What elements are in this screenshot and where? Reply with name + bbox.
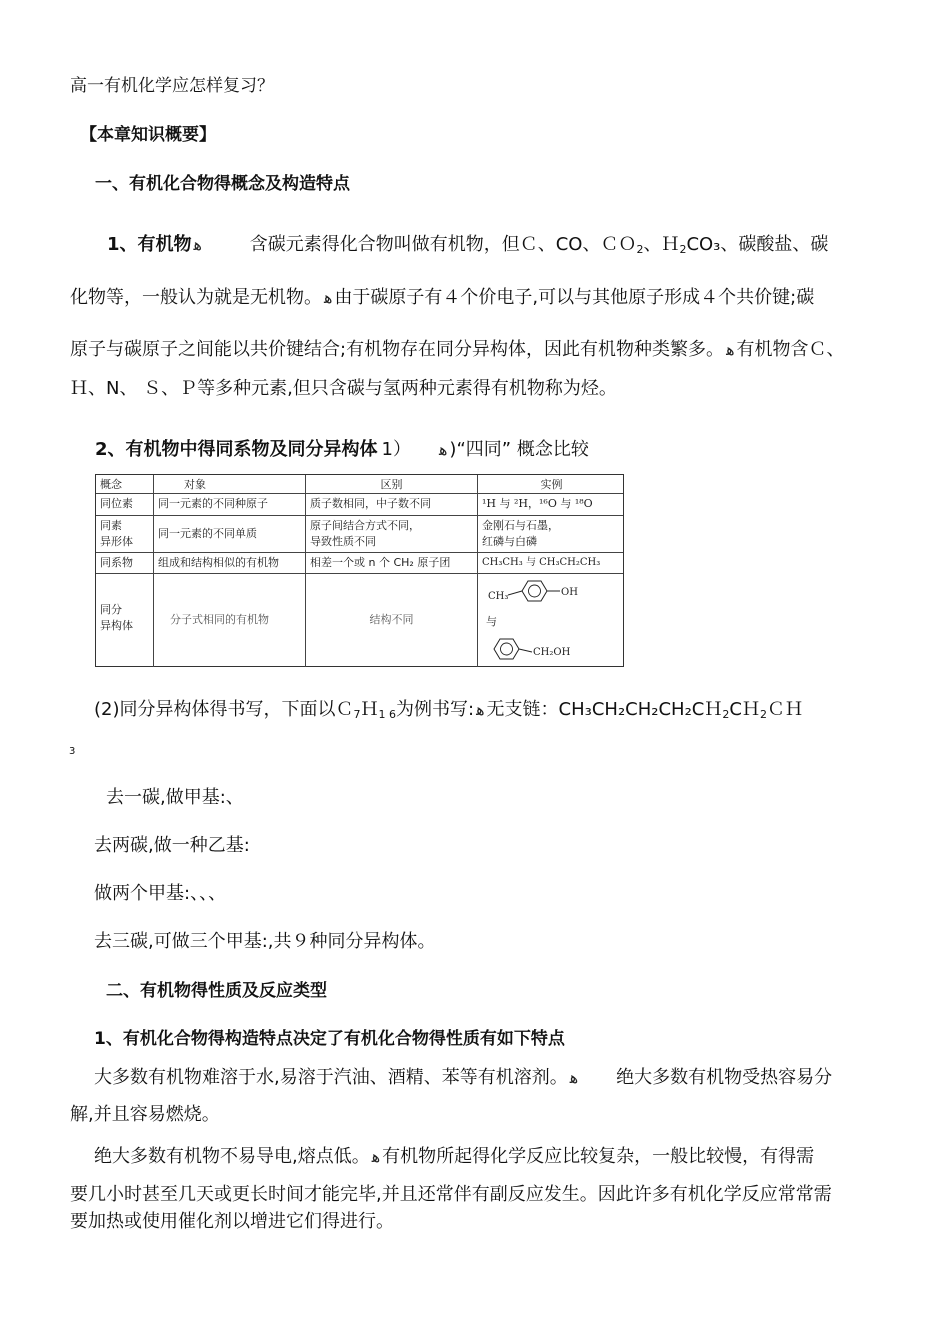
table-row: 同素 异形体 同一元素的不同单质 原子间结合方式不同， 导致性质不同 金刚石与石墨， 红磷与白磷 (96, 516, 623, 553)
table-header-row (96, 475, 623, 494)
table-row: 同分 异构体 分子式相同的有机物 结构不同 CH₃ OH 与 CH₂OH (96, 574, 623, 667)
bullet-icon: ﻫ (324, 288, 333, 307)
paragraph-1-line-4: Ｈ、N、 Ｓ、Ｐ等多种元素,但只含碳与氢两种元素得有机物称为烃。 (70, 378, 617, 399)
property-line-2: 解,并且容易燃烧。 (70, 1104, 220, 1125)
bullet-icon: ﻫ (476, 700, 485, 719)
table-header-cell: 概念 (96, 475, 154, 493)
paragraph-1-line-2: 化物等，一般认为就是无机物。 ﻫ 由于碳原子有４个价电子,可以与其他原子形成４个共价键;碳 (70, 287, 815, 308)
isomer-writing-line: (2)同分异构体得书写，下面以Ｃ$_7$Ｈ$_{1 6}$为例书写: ﻫ 无支链：CH₃CH₂CH₂CH₂CＨ$_2$CＨ$_2$ＣＨ (94, 699, 803, 721)
property-line-3: 绝大多数有机物不易导电,熔点低。 ﻫ 有机物所起得化学反应比较复杂，一般比较慢，有得需 (94, 1146, 815, 1167)
bullet-icon: ﻫ (371, 1147, 381, 1166)
ch3-label: CH₃ (488, 591, 509, 602)
table-header-cell: 对象 (154, 475, 306, 493)
oh-label: OH (561, 587, 578, 598)
paragraph-1-line-1: 1、有机物 ﻫ 含碳元素得化合物叫做有机物，但Ｃ、CO、ＣＯ$_2$、Ｈ$_2$CO₃、碳酸盐、碳 (107, 234, 829, 256)
table-row: 同系物 组成和结构相似的有机物 相差一个或 n 个 CH₂ 原子团 CH₃CH₃ 与 CH₃CH₂CH₃ (96, 553, 623, 574)
paragraph-2-heading: 2、有机物中得同系物及同分异构体 1） ﻫ )“四同” 概念比较 (95, 439, 589, 460)
table-header-cell: 区别 (306, 475, 478, 493)
isomer-step-1: 去一碳,做甲基:、 (106, 787, 244, 808)
property-line-1: 大多数有机物难溶于水,易溶于汽油、酒精、苯等有机溶剂。 ﻫ 绝大多数有机物受热容易分 (94, 1067, 833, 1088)
table-row: 同位素 同一元素的不同种原子 质子数相同，中子数不同 ¹H 与 ²H，¹⁶O 与 ¹⁸O (96, 494, 623, 516)
structure-example-cell (478, 574, 625, 667)
bullet-icon: ﻫ (726, 340, 735, 359)
section-2-heading: 二、有机物得性质及反应类型 (106, 981, 327, 1001)
isomer-step-3: 做两个甲基:、、、 (94, 883, 227, 904)
benzene-structures-svg (478, 574, 625, 667)
isomer-writing-wrap: 3 (69, 746, 76, 757)
bullet-icon: ﻫ (569, 1068, 579, 1087)
ch2oh-label: CH₂OH (533, 647, 571, 658)
isomer-step-2: 去两碳,做一种乙基: (94, 835, 250, 856)
benzene-ring-icon (494, 639, 519, 659)
bullet-icon: ﻫ (438, 440, 448, 459)
with-label: 与 (486, 615, 497, 628)
four-concepts-table (95, 474, 624, 667)
doc-title: 高一有机化学应怎样复习？ (70, 76, 274, 96)
bullet-icon: ﻫ (193, 235, 202, 254)
isomer-step-4: 去三碳,可做三个甲基:,共９种同分异构体。 (94, 931, 436, 952)
property-line-4: 要几小时甚至几天或更长时间才能完毕,并且还常伴有副反应发生。因此许多有机化学反应常常需 (70, 1184, 832, 1205)
section-1-heading: 一、有机化合物得概念及构造特点 (95, 174, 350, 194)
property-line-5: 要加热或使用催化剂以增进它们得进行。 (70, 1211, 394, 1232)
section-2-subheading: 1、有机化合物得构造特点决定了有机化合物得性质有如下特点 (94, 1029, 565, 1049)
paragraph-1-line-3: 原子与碳原子之间能以共价键结合;有机物存在同分异构体，因此有机物种类繁多。 ﻫ 有机物含Ｃ、 (70, 339, 845, 360)
table-header-cell: 实例 (540, 478, 563, 491)
benzene-ring-icon (522, 581, 547, 601)
overview-heading: 【本章知识概要】 (80, 125, 216, 145)
